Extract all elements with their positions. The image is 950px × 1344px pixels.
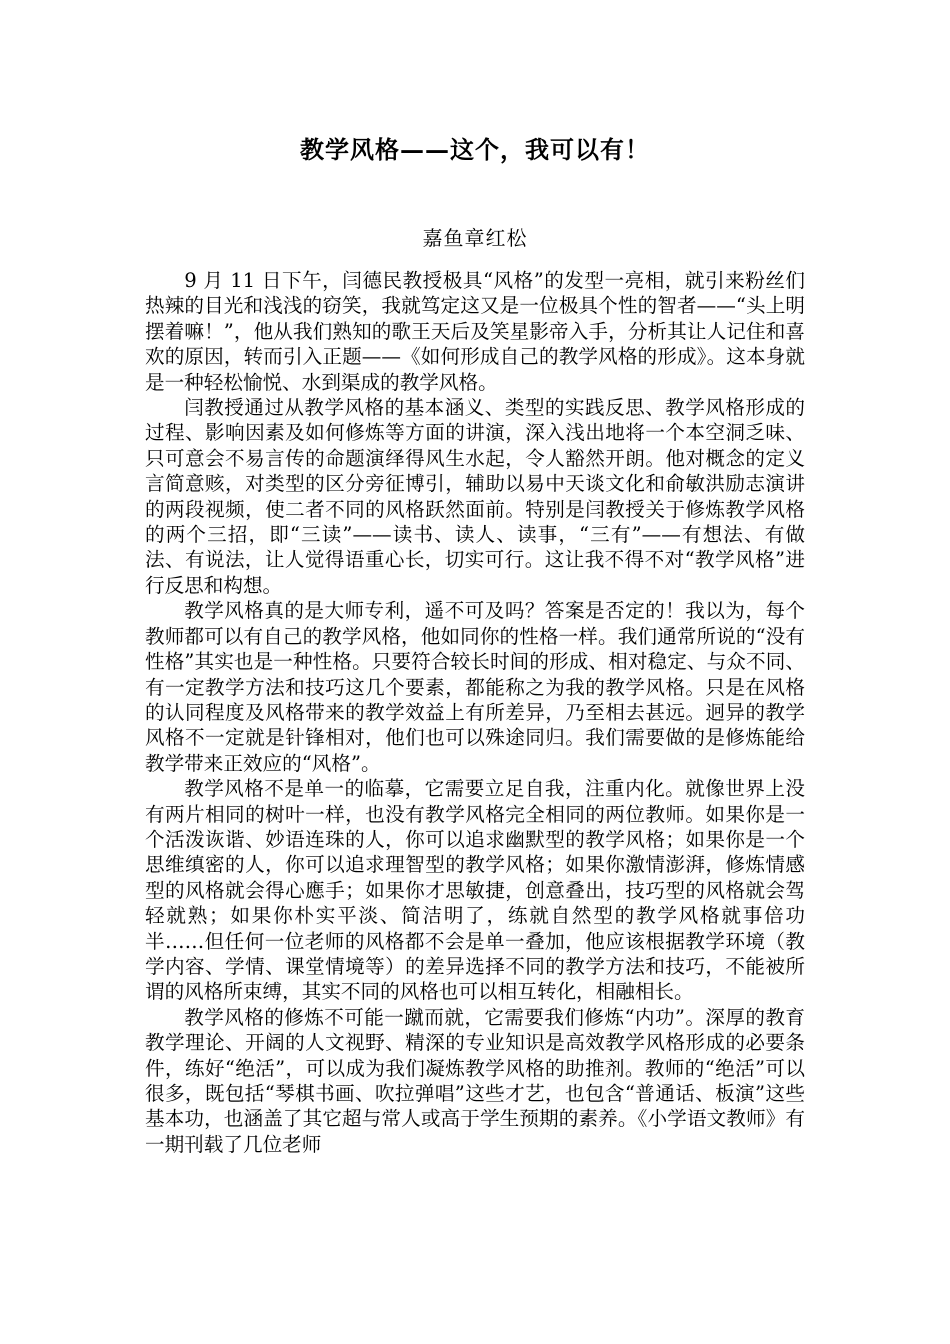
paragraph: 闫教授通过从教学风格的基本涵义、类型的实践反思、教学风格形成的过程、影响因素及如何修炼等方面的讲演，深入浅出地将一个本空洞乏味、只可意会不易言传的命题演绎得风生水起，令人豁然开朗。他对概念的定义言简意赅，对类型的区分旁征博引，辅助以易中天谈文化和俞敏洪励志演讲的两段视频，使二者不同的风格跃然面前。特别是闫教授关于修炼教学风格的两个三招，即“三读”——读书、读人、读事，“三有”——有想法、有做法、有说法，让人觉得语重心长，切实可行。这让我不得不对“教学风格”进行反思和构想。 bbox=[145, 396, 805, 597]
paragraph: 教学风格真的是大师专利，遥不可及吗？答案是否定的！我以为，每个教师都可以有自己的教学风格，他如同你的性格一样。我们通常所说的“没有性格”其实也是一种性格。只要符合较长时间的形成、相对稳定、与众不同、有一定教学方法和技巧这几个要素，都能称之为我的教学风格。只是在风格的认同程度及风格带来的教学效益上有所差异，乃至相去甚远。迥异的教学风格不一定就是针锋相对，他们也可以殊途同归。我们需要做的是修炼能给教学带来正效应的“风格”。 bbox=[145, 599, 805, 775]
document-author: 嘉鱼章红松 bbox=[422, 226, 528, 250]
document-title: 教学风格——这个，我可以有！ bbox=[300, 135, 650, 164]
paragraph: 教学风格的修炼不可能一蹴而就，它需要我们修炼“内功”。深厚的教育教学理论、开阔的人文视野、精深的专业知识是高效教学风格形成的必要条件，练好“绝活”，可以成为我们凝炼教学风格的助推剂。教师的“绝活”可以很多，既包括“琴棋书画、吹拉弹唱”这些才艺，也包含“普通话、板演”这些基本功，也涵盖了其它超与常人或高于学生预期的素养。《小学语文教师》有一期刊载了几位老师 bbox=[145, 1005, 805, 1156]
document-body bbox=[145, 268, 805, 1157]
paragraph: 9 月 11 日下午，闫德民教授极具“风格”的发型一亮相，就引来粉丝们热辣的目光和浅浅的窃笑，我就笃定这又是一位极具个性的智者——“头上明摆着嘛！”，他从我们熟知的歌王天后及笑星影帝入手，分析其让人记住和喜欢的原因，转而引入正题——《如何形成自己的教学风格的形成》。这本身就是一种轻松愉悦、水到渠成的教学风格。 bbox=[145, 269, 805, 394]
paragraph: 教学风格不是单一的临摹，它需要立足自我，注重内化。就像世界上没有两片相同的树叶一样，也没有教学风格完全相同的两位教师。如果你是一个活泼诙谐、妙语连珠的人，你可以追求幽默型的教学风格；如果你是一个思维缜密的人，你可以追求理智型的教学风格；如果你激情澎湃，修炼情感型的风格就会得心應手；如果你才思敏捷，创意叠出，技巧型的风格就会驾轻就熟；如果你朴实平淡、简洁明了，练就自然型的教学风格就事倍功半……但任何一位老师的风格都不会是单一叠加，他应该根据教学环境（教学内容、学情、课堂情境等）的差异选择不同的教学方法和技巧，不能被所谓的风格所束缚，其实不同的风格也可以相互转化，相融相长。 bbox=[145, 777, 805, 1004]
